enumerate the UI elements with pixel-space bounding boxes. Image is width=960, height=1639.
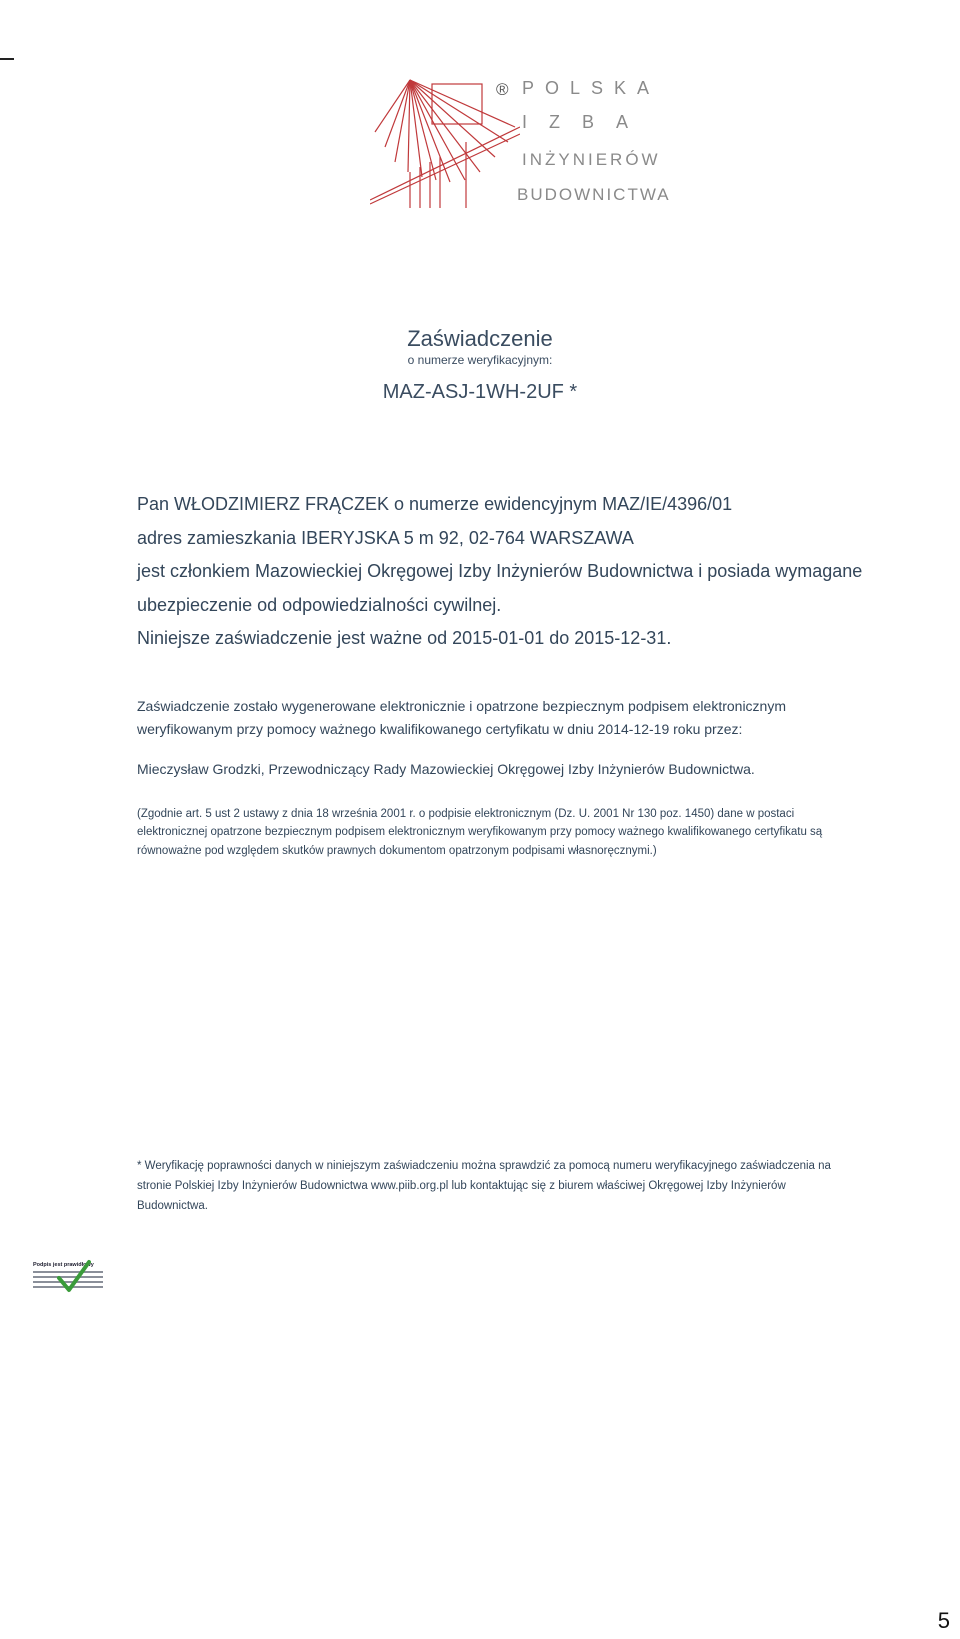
body-line-validity: Niniejsze zaświadczenie jest ważne od 2015-01-01 do 2015-12-31.: [137, 628, 672, 648]
document-title: Zaświadczenie: [407, 326, 553, 351]
electronic-note-line1: Zaświadczenie zostało wygenerowane elektronicznie i opatrzone bezpiecznym podpisem elektronicznym: [137, 698, 786, 714]
body-line-address: adres zamieszkania IBERYJSKA 5 m 92, 02-764 WARSZAWA: [137, 528, 634, 548]
verification-number: MAZ-ASJ-1WH-2UF *: [382, 381, 578, 403]
footnote-line2: stronie Polskiej Izby Inżynierów Budownictwa www.piib.org.pl lub kontaktując się z biurem właściwej Okręgowej Izby Inżynierów: [137, 1180, 786, 1192]
logo-text-izba: IZBA: [522, 112, 651, 132]
electronic-note-line2: weryfikowanym przy pomocy ważnego kwalifikowanego certyfikatu w dniu 2014-12-19 roku przez:: [137, 721, 743, 737]
checkmark-icon: [55, 1258, 91, 1294]
signature-valid-stamp: [33, 1262, 103, 1296]
registered-mark: ®: [496, 80, 509, 99]
page-number: 5: [937, 1608, 950, 1633]
legal-note-line2: elektronicznej opatrzone bezpiecznym podpisem elektronicznym weryfikowanym przy pomocy ważnego kwalifikowanego certyfikatu są: [137, 826, 823, 838]
body-line-insurance: ubezpieczenie od odpowiedzialności cywilnej.: [137, 595, 502, 615]
corner-mark: [0, 58, 14, 60]
footnote-line3: Budownictwa.: [137, 1200, 208, 1212]
stamp-title: Podpis jest prawidłowy: [33, 1262, 94, 1268]
body-line-membership: jest członkiem Mazowieckiej Okręgowej Izby Inżynierów Budownictwa i posiada wymagane: [137, 561, 863, 581]
legal-note-line1: (Zgodnie art. 5 ust 2 ustawy z dnia 18 września 2001 r. o podpisie elektronicznym (Dz. U. 2001 Nr 130 poz. 1450) dane w postaci: [137, 808, 795, 820]
logo-text-inzynierow: INŻYNIERÓW: [522, 150, 661, 169]
logo-text-budownictwa: BUDOWNICTWA: [517, 185, 671, 204]
document-subtitle: o numerze weryfikacyjnym:: [407, 353, 553, 367]
logo-text-polska: POLSKA: [522, 78, 661, 98]
signer-line: Mieczysław Grodzki, Przewodniczący Rady Mazowieckiej Okręgowej Izby Inżynierów Budownictwa.: [137, 761, 755, 777]
footnote-line1: * Weryfikację poprawności danych w niniejszym zaświadczeniu można sprawdzić za pomocą numeru weryfikacyjnego zaświadczenia na: [137, 1160, 831, 1172]
body-line-name: Pan WŁODZIMIERZ FRĄCZEK o numerze ewidencyjnym MAZ/IE/4396/01: [137, 494, 733, 514]
legal-note-line3: równoważne pod względem skutków prawnych dokumentom opatrzonym podpisami własnoręcznymi.): [137, 845, 657, 857]
